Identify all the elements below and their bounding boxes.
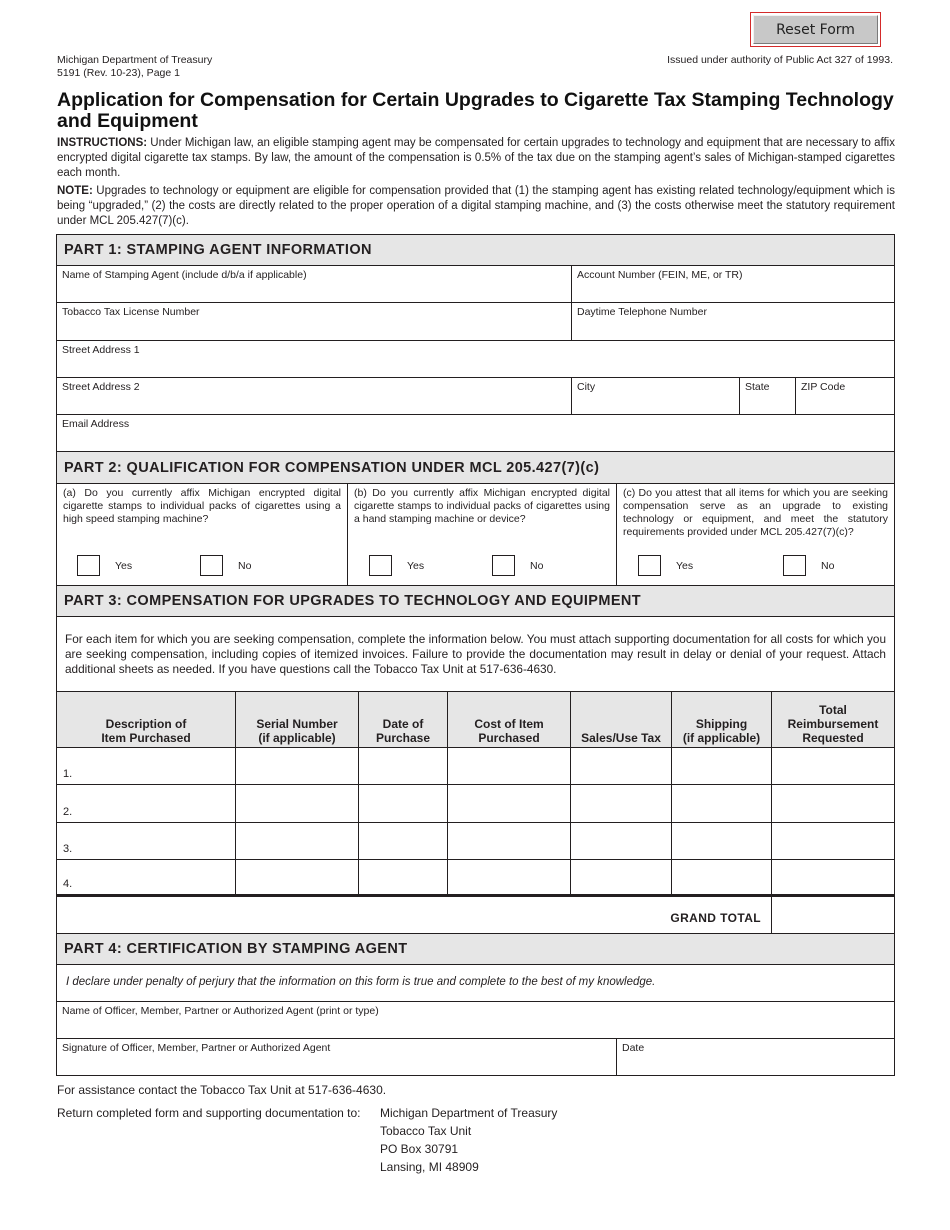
note-label: NOTE: xyxy=(57,185,93,197)
date-label: Date xyxy=(622,1042,645,1054)
col-cost: Cost of Item Purchased xyxy=(447,692,570,748)
grand-total-field[interactable] xyxy=(771,897,894,933)
email-address-label: Email Address xyxy=(62,418,130,430)
part2-questions xyxy=(57,484,894,586)
note-text: Upgrades to technology or equipment are eligible for compensation provided that (1) the stamping agent has existing related technology/equipment which is being “upgraded,” (2) the costs are directly related to the proper operation of a digital stamping machine, and (3) the costs otherwise meet the statutory requirement under MCL 205.427(7)(c). xyxy=(57,185,895,227)
question-c-yes-label: Yes xyxy=(676,559,694,572)
question-c-no-checkbox[interactable] xyxy=(783,555,806,576)
question-c xyxy=(616,484,894,585)
part3-intro: For each item for which you are seeking compensation, complete the information below. You must attach supporting documentation for all costs for which you are seeking compensation, including copies of itemized invoices. Failure to provide the documentation may result in delay or denial of your request. Attach additional sheets as needed. If you have questions call the Tobacco Tax Unit at 517-636-4630. xyxy=(65,632,886,676)
question-c-no-label: No xyxy=(821,559,835,572)
col-serial-number: Serial Number (if applicable) xyxy=(235,692,358,748)
part1-heading: PART 1: STAMPING AGENT INFORMATION xyxy=(57,235,894,266)
signature-field[interactable] xyxy=(57,1039,616,1075)
authority-text: Issued under authority of Public Act 327 of 1993. xyxy=(667,54,893,66)
question-b-yes-label: Yes xyxy=(407,559,425,572)
question-c-yes-checkbox[interactable] xyxy=(638,555,661,576)
row-2-total-field[interactable] xyxy=(771,785,894,822)
return-label: Return completed form and supporting documentation to: xyxy=(57,1106,361,1120)
license-number-field[interactable] xyxy=(57,303,571,340)
question-a-text: (a) Do you currently affix Michigan encrypted digital cigarette stamps to individual packs of cigarettes using a high speed stamping machine? xyxy=(63,487,341,525)
row-1-date-field[interactable] xyxy=(358,748,447,784)
row-4-date-field[interactable] xyxy=(358,860,447,894)
row-2-shipping-field[interactable] xyxy=(671,785,771,822)
row-4-description-field[interactable] xyxy=(57,860,235,894)
question-b-text: (b) Do you currently affix Michigan encrypted digital cigarette stamps to individual packs of cigarettes using a hand stamping machine or device? xyxy=(354,487,610,525)
instructions-label: INSTRUCTIONS: xyxy=(57,137,148,149)
row-1-cost-field[interactable] xyxy=(447,748,570,784)
row-2-description-field[interactable] xyxy=(57,785,235,822)
question-b-no[interactable] xyxy=(492,555,543,576)
row-number: 2. xyxy=(63,806,73,818)
row-3-cost-field[interactable] xyxy=(447,823,570,859)
row-2-date-field[interactable] xyxy=(358,785,447,822)
row-number: 4. xyxy=(63,878,73,890)
row-2-tax-field[interactable] xyxy=(570,785,671,822)
stamping-agent-name-field[interactable] xyxy=(57,266,571,302)
row-4-total-field[interactable] xyxy=(771,860,894,894)
form-number: 5191 (Rev. 10-23), Page 1 xyxy=(57,67,180,79)
part1-row-name xyxy=(57,266,894,303)
row-2-cost-field[interactable] xyxy=(447,785,570,822)
form-header-left xyxy=(57,54,212,80)
state-label: State xyxy=(745,381,770,393)
license-number-label: Tobacco Tax License Number xyxy=(62,306,200,318)
row-3-total-field[interactable] xyxy=(771,823,894,859)
question-b xyxy=(347,484,616,585)
part3-heading: PART 3: COMPENSATION FOR UPGRADES TO TECHNOLOGY AND EQUIPMENT xyxy=(57,586,894,617)
zip-code-field[interactable] xyxy=(795,378,894,414)
question-b-no-label: No xyxy=(530,559,544,572)
part1-row-email xyxy=(57,415,894,452)
row-3-date-field[interactable] xyxy=(358,823,447,859)
stamping-agent-name-label: Name of Stamping Agent (include d/b/a if applicable) xyxy=(62,269,307,281)
account-number-label: Account Number (FEIN, ME, or TR) xyxy=(577,269,743,281)
question-b-yes-checkbox[interactable] xyxy=(369,555,392,576)
part2-heading: PART 2: QUALIFICATION FOR COMPENSATION UNDER MCL 205.427(7)(c) xyxy=(57,452,894,484)
city-label: City xyxy=(577,381,596,393)
question-a-yes-label: Yes xyxy=(115,559,133,572)
question-a-yes-checkbox[interactable] xyxy=(77,555,100,576)
street-address-1-label: Street Address 1 xyxy=(62,344,140,356)
form-title: Application for Compensation for Certain Upgrades to Cigarette Tax Stamping Technology and Equipment xyxy=(57,89,894,132)
city-field[interactable] xyxy=(571,378,739,414)
instructions-text: Under Michigan law, an eligible stamping agent may be compensated for certain upgrades to technology and equipment that are necessary to affix encrypted digital cigarette tax stamps. By law, the amount of the compensation is 0.5% of the tax due on the stamping agent’s sales of Michigan-stamped cigarettes each month. xyxy=(57,137,895,179)
row-4-shipping-field[interactable] xyxy=(671,860,771,894)
officer-name-field[interactable] xyxy=(57,1002,894,1038)
zip-code-label: ZIP Code xyxy=(801,381,846,393)
table-row xyxy=(57,823,894,860)
question-b-yes[interactable] xyxy=(369,555,424,576)
part3-intro-row xyxy=(57,617,894,692)
street-address-2-label: Street Address 2 xyxy=(62,381,140,393)
part1-row-license xyxy=(57,303,894,341)
declaration-text: I declare under penalty of perjury that the information on this form is true and complete to the best of my knowledge. xyxy=(66,976,656,988)
date-field[interactable] xyxy=(616,1039,894,1075)
row-1-description-field[interactable] xyxy=(57,748,235,784)
address-line: PO Box 30791 xyxy=(380,1142,459,1156)
assistance-text: For assistance contact the Tobacco Tax Unit at 517-636-4630. xyxy=(57,1083,387,1097)
address-line: Lansing, MI 48909 xyxy=(380,1160,479,1174)
question-c-text: (c) Do you attest that all items for which you are seeking compensation serve as an upgrade to existing technology or equipment, and meet the statutory requirements provided under MCL 205.427(7)(c)? xyxy=(623,487,888,538)
grand-total-label: GRAND TOTAL xyxy=(670,911,761,925)
items-table-header xyxy=(57,692,894,748)
row-3-serial-field[interactable] xyxy=(235,823,358,859)
street-address-2-field[interactable] xyxy=(57,378,571,414)
address-line: Tobacco Tax Unit xyxy=(380,1124,472,1138)
row-4-serial-field[interactable] xyxy=(235,860,358,894)
email-address-field[interactable] xyxy=(57,415,894,451)
telephone-field[interactable] xyxy=(571,303,894,340)
row-4-tax-field[interactable] xyxy=(570,860,671,894)
table-row xyxy=(57,785,894,823)
telephone-label: Daytime Telephone Number xyxy=(577,306,707,318)
col-total: Total Reimbursement Requested xyxy=(771,692,894,748)
row-3-shipping-field[interactable] xyxy=(671,823,771,859)
reset-form-button[interactable] xyxy=(750,12,881,47)
col-description: Description of Item Purchased xyxy=(101,717,191,745)
signature-label: Signature of Officer, Member, Partner or Authorized Agent xyxy=(62,1042,331,1054)
agency-name: Michigan Department of Treasury xyxy=(57,54,213,66)
return-address xyxy=(380,1104,557,1176)
col-sales-tax: Sales/Use Tax xyxy=(570,692,671,748)
row-4-cost-field[interactable] xyxy=(447,860,570,894)
question-b-no-checkbox[interactable] xyxy=(492,555,515,576)
row-1-total-field[interactable] xyxy=(771,748,894,784)
question-a-yes[interactable] xyxy=(77,555,132,576)
col-shipping: Shipping (if applicable) xyxy=(671,692,771,748)
question-c-yes[interactable] xyxy=(638,555,693,576)
application-form xyxy=(56,234,895,1076)
part4-heading: PART 4: CERTIFICATION BY STAMPING AGENT xyxy=(57,934,894,965)
row-number: 1. xyxy=(63,768,73,780)
row-3-tax-field[interactable] xyxy=(570,823,671,859)
table-row xyxy=(57,860,894,897)
table-row xyxy=(57,748,894,785)
col-date: Date of Purchase xyxy=(358,692,447,748)
street-address-1-field[interactable] xyxy=(57,341,894,377)
instructions-paragraph xyxy=(57,136,895,181)
row-2-serial-field[interactable] xyxy=(235,785,358,822)
address-line: Michigan Department of Treasury xyxy=(380,1106,558,1120)
declaration-row xyxy=(57,965,894,1002)
grand-total-row xyxy=(57,897,894,934)
row-1-shipping-field[interactable] xyxy=(671,748,771,784)
note-paragraph xyxy=(57,184,895,229)
question-c-no[interactable] xyxy=(783,555,834,576)
reset-form-label: Reset Form xyxy=(753,15,878,44)
question-a-no[interactable] xyxy=(200,555,251,576)
officer-name-label: Name of Officer, Member, Partner or Authorized Agent (print or type) xyxy=(62,1005,379,1017)
question-a-no-label: No xyxy=(238,559,252,572)
part1-row-street2 xyxy=(57,378,894,415)
account-number-field[interactable] xyxy=(571,266,894,302)
question-a xyxy=(57,484,347,585)
signature-row xyxy=(57,1039,894,1075)
row-1-serial-field[interactable] xyxy=(235,748,358,784)
row-number: 3. xyxy=(63,843,73,855)
row-3-description-field[interactable] xyxy=(57,823,235,859)
officer-name-row xyxy=(57,1002,894,1039)
row-1-tax-field[interactable] xyxy=(570,748,671,784)
question-a-no-checkbox[interactable] xyxy=(200,555,223,576)
part1-row-street1 xyxy=(57,341,894,378)
state-field[interactable] xyxy=(739,378,795,414)
